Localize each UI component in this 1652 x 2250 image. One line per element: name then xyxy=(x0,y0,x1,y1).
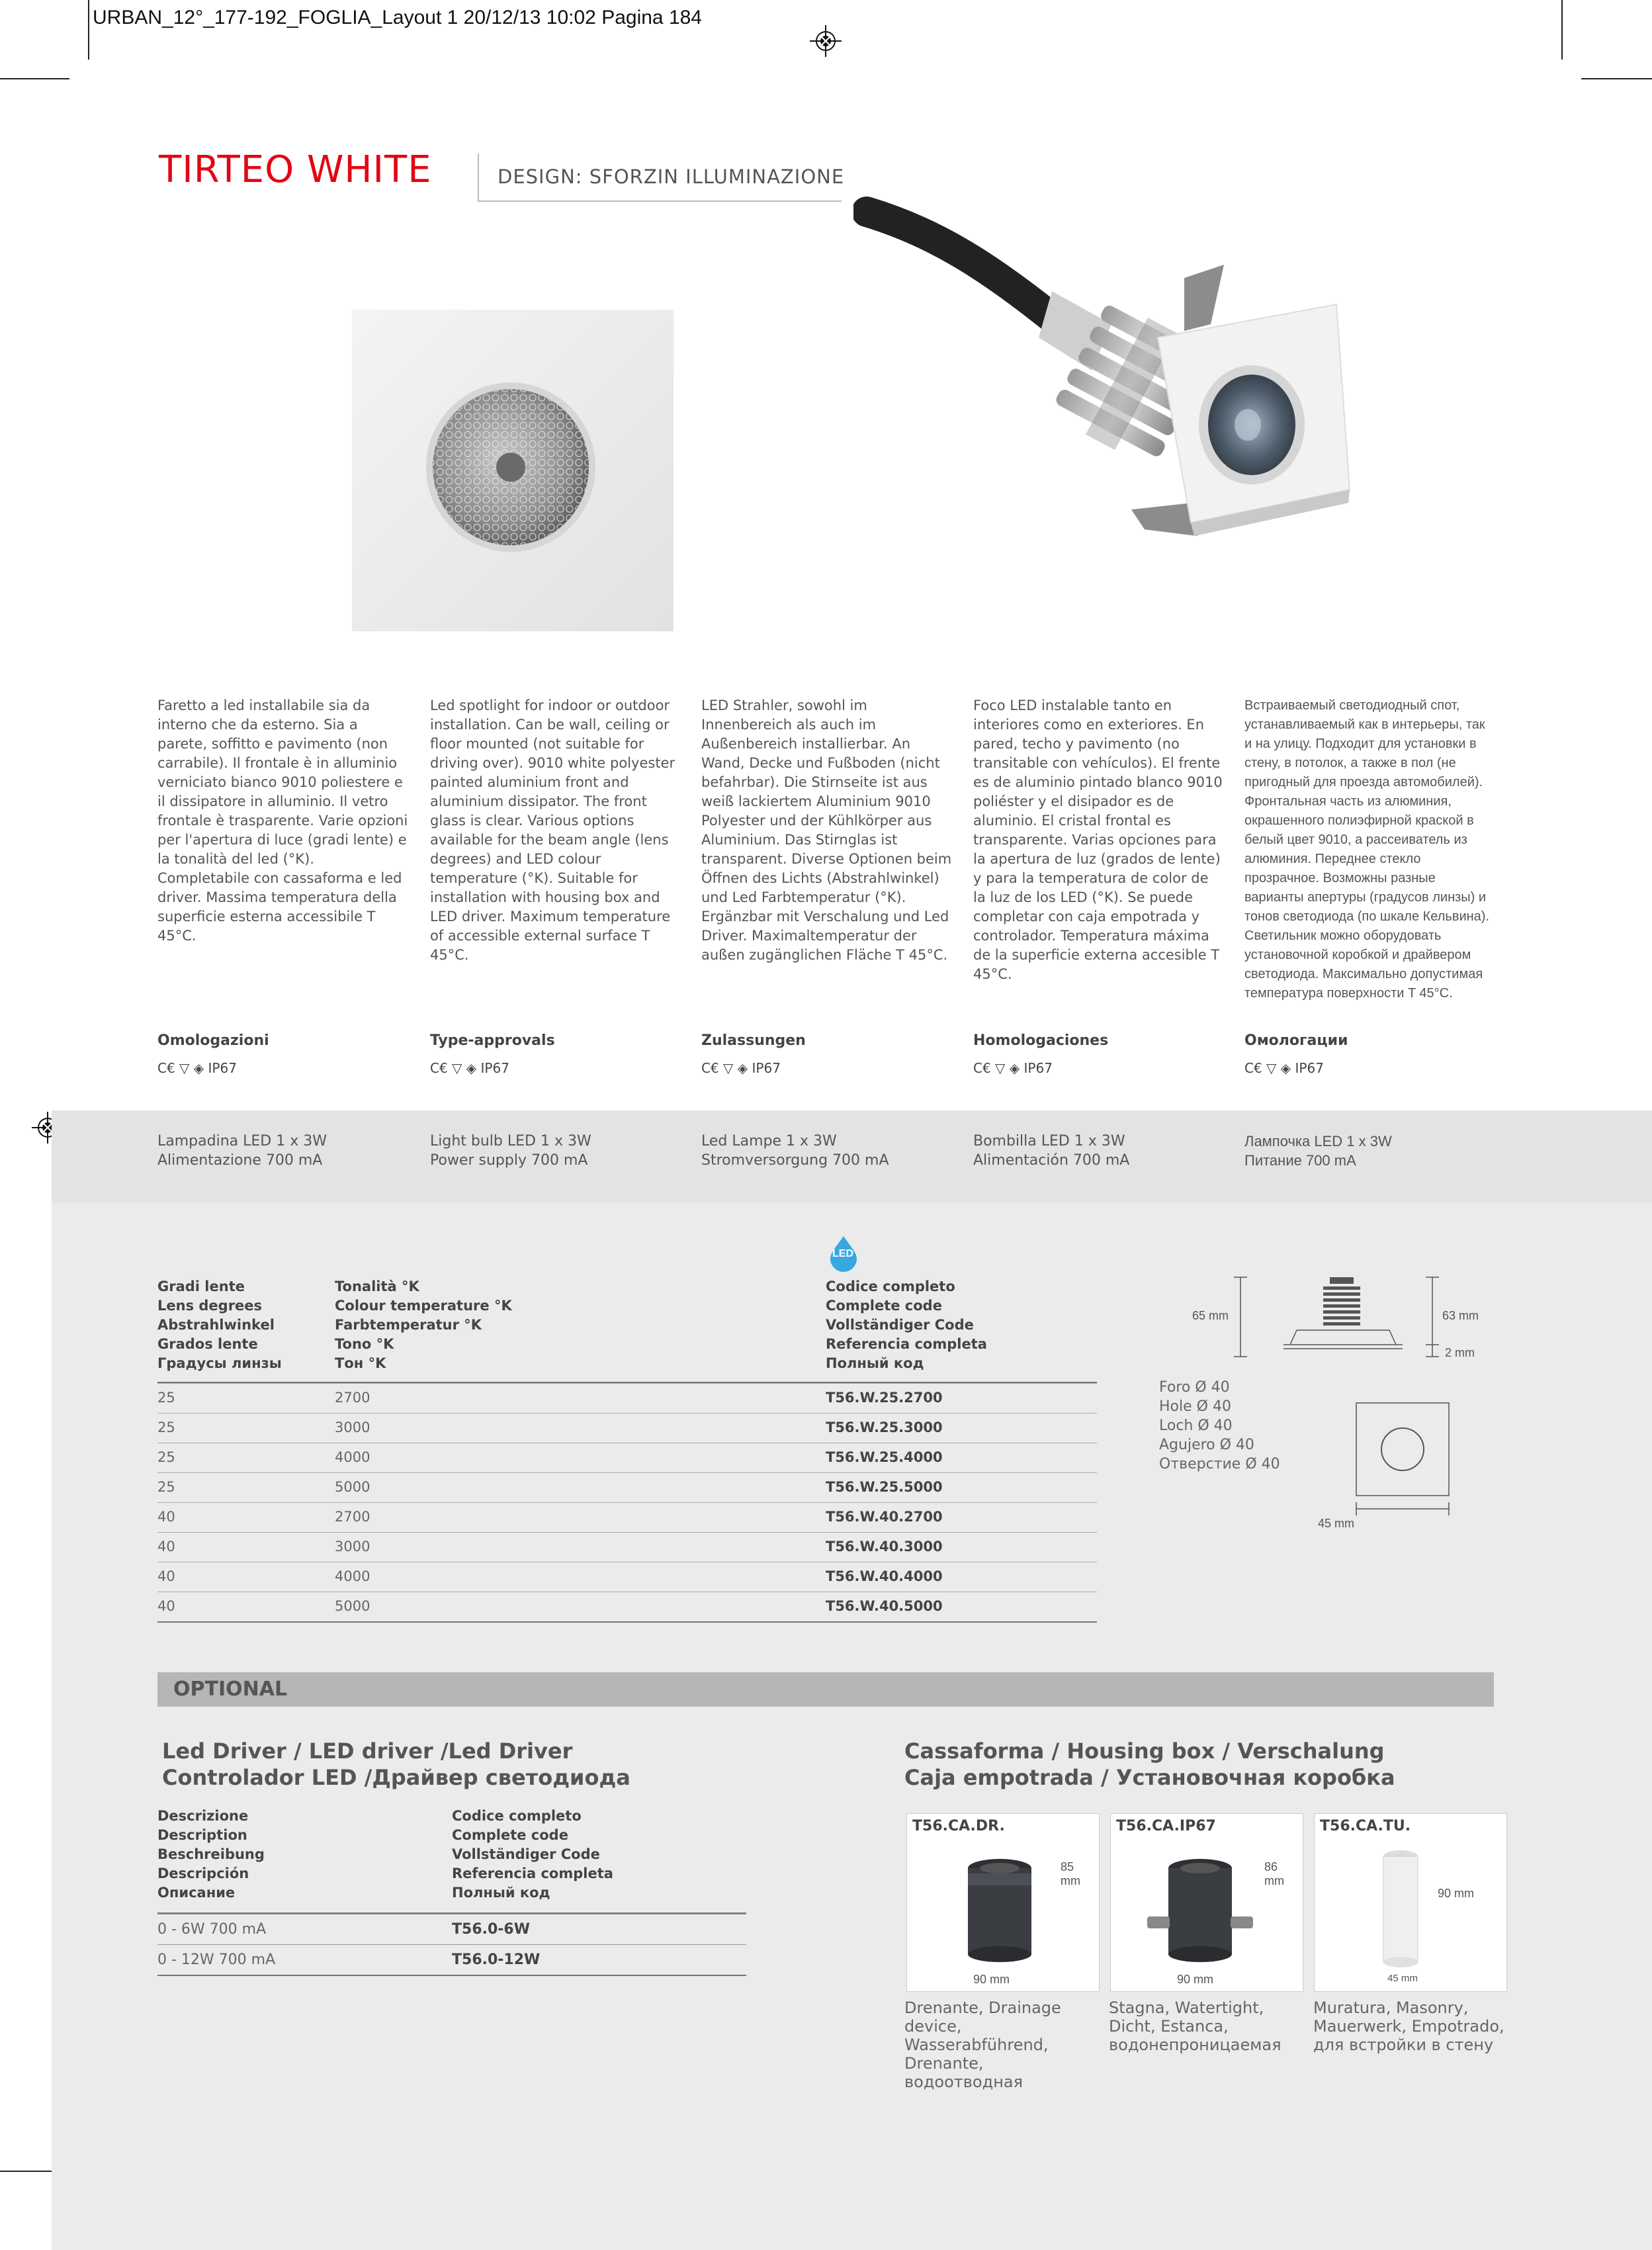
title-divider xyxy=(478,154,479,201)
ce-mark-icon: C€ ▽ ◈ xyxy=(701,1060,748,1076)
approvals-title-it: Omologazioni xyxy=(157,1032,269,1049)
ip-rating: IP67 xyxy=(208,1060,237,1076)
driver-row: 0 - 12W 700 mA T56.0-12W xyxy=(157,1944,746,1975)
housing-caption-ip67: Stagna, Watertight, Dicht, Estanca, водонепроницаемая xyxy=(1109,1999,1282,2054)
crop-mark xyxy=(0,78,69,79)
design-credit: DESIGN: SFORZIN ILLUMINAZIONE xyxy=(498,165,845,188)
registration-mark-icon xyxy=(810,25,842,57)
description-ru: Встраиваемый светодиодный спот, устанавливаемый как в интерьеры, так и на улицу. Подходит для установки в стену, в потолок, а также в пол (не пригодный для проезда автомобилей). Фронтальная часть из алюминия, окрашенного полиэфирной краской в белый цвет 9010, а рассеиватель из алюминия. Переднее стекло прозрачное. Возможны разные варианты апертуры (градусов линзы) и тонов светодиода (по шкале Кельвина). Светильник можно оборудовать установочной коробкой и драйвером светодиода. Максимально допустимая температура поверхности T 45°C. xyxy=(1244,698,1490,1001)
ce-mark-icon: C€ ▽ ◈ xyxy=(430,1060,477,1076)
approvals-title-ru: Омологации xyxy=(1244,1032,1348,1049)
title-rule xyxy=(478,201,842,202)
approvals-title-en: Type-approvals xyxy=(430,1032,555,1049)
ip-rating: IP67 xyxy=(752,1060,781,1076)
table-row: 25 5000 T56.W.25.5000 xyxy=(157,1472,1097,1502)
ip-rating: IP67 xyxy=(480,1060,509,1076)
housing-box-card-ip67 xyxy=(1110,1813,1303,1992)
spec-es: Bombilla LED 1 x 3W Alimentación 700 mA xyxy=(973,1133,1130,1169)
driver-head-code: Codice completo Complete code Vollständiger Code Referencia completa Полный код xyxy=(452,1808,613,1901)
housing-drainage-image xyxy=(953,1854,1046,1966)
product-title: TIRTEO WHITE xyxy=(159,148,432,191)
dimension-height: 65 mm xyxy=(1192,1309,1229,1322)
ce-mark-icon: C€ ▽ ◈ xyxy=(973,1060,1020,1076)
spec-ru: Лампочка LED 1 x 3W Питание 700 mA xyxy=(1244,1133,1392,1169)
housing-box-card-tu xyxy=(1314,1813,1507,1992)
ce-mark-icon: C€ ▽ ◈ xyxy=(157,1060,204,1076)
table-row: 25 4000 T56.W.25.4000 xyxy=(157,1443,1097,1472)
optional-label: OPTIONAL xyxy=(173,1678,288,1701)
crop-mark xyxy=(1581,78,1652,79)
housing-height: 90 mm xyxy=(1438,1887,1475,1900)
certification-marks xyxy=(973,1060,1053,1076)
driver-table-rule xyxy=(157,1975,746,1976)
housing-caption-dr: Drenante, Drainage device, Wasserabführend, Drenante, водоотводная xyxy=(904,1999,1061,2091)
housing-code: T56.CA.TU. xyxy=(1320,1818,1411,1834)
certification-marks xyxy=(430,1060,509,1076)
description-es: Foco LED instalable tanto en interiores como en exteriores. En pared, techo y pavimento (no transitable con vehículos). El frente es de aluminio pintado blanco 9010 poliéster y el disipador es de aluminio. El cristal frontal es transparente. Varias opciones para la apertura de luz (grados de lente) y para la temperatura de color de la luz de los LED (°K). Se puede completar con caja empotrada y controlador. Temperatura máxima de la superficie externa accesible T 45°C. xyxy=(973,698,1223,982)
housing-code: T56.CA.DR. xyxy=(912,1818,1005,1834)
table-row: 25 3000 T56.W.25.3000 xyxy=(157,1413,1097,1442)
crop-mark xyxy=(88,0,89,60)
approvals-title-es: Homologaciones xyxy=(973,1032,1109,1049)
table-rule xyxy=(157,1621,1097,1623)
led-badge-label: LED xyxy=(832,1248,853,1259)
housing-box-card-dr xyxy=(906,1813,1100,1992)
housing-width: 90 mm xyxy=(1177,1973,1214,1986)
description-de: LED Strahler, sowohl im Innenbereich als auch im Außenbereich installierbar. An Wand, Decke und Fußboden (nicht befahrbar). Die Stirnseite ist aus weiß lackiertem Aluminium 9010 Polyester und der Kühlkörper aus Aluminium. Das Stirnglas ist transparent. Diverse Optionen beim Öffnen des Lichts (Abstrahlwinkel) und Led Farbtemperatur (°K). Ergänzbar mit Verschalung und Led Driver. Maximaltemperatur der außen zugänglichen Fläche T 45°C. xyxy=(701,698,952,963)
spec-en: Light bulb LED 1 x 3W Power supply 700 mA xyxy=(430,1133,591,1169)
table-row: 40 3000 T56.W.40.3000 xyxy=(157,1532,1097,1561)
ip-rating: IP67 xyxy=(1295,1060,1324,1076)
ce-mark-icon: C€ ▽ ◈ xyxy=(1244,1060,1291,1076)
housing-height: 85 mm xyxy=(1061,1860,1080,1887)
housing-width: 45 mm xyxy=(1387,1973,1418,1984)
table-row: 40 2700 T56.W.40.2700 xyxy=(157,1502,1097,1531)
housing-code: T56.CA.IP67 xyxy=(1116,1818,1216,1834)
housing-caption-tu: Muratura, Masonry, Mauerwerk, Empotrado, для встройки в стену xyxy=(1313,1999,1504,2054)
driver-head-description: Descrizione Description Beschreibung Descripción Описание xyxy=(157,1808,265,1901)
dimension-width: 45 mm xyxy=(1318,1517,1355,1530)
hole-size: Foro Ø 40 Hole Ø 40 Loch Ø 40 Agujero Ø 40 Отверстие Ø 40 xyxy=(1159,1379,1280,1472)
crop-mark xyxy=(1561,0,1563,60)
spec-it: Lampadina LED 1 x 3W Alimentazione 700 mA xyxy=(157,1133,327,1169)
product-front-photo xyxy=(352,310,674,631)
certification-marks xyxy=(157,1060,237,1076)
table-row: 40 4000 T56.W.40.4000 xyxy=(157,1562,1097,1591)
led-driver-title: Led Driver / LED driver /Led Driver Controlador LED /Драйвер светодиода xyxy=(162,1738,630,1790)
certification-marks xyxy=(701,1060,781,1076)
printer-slug: URBAN_12°_177-192_FOGLIA_Layout 1 20/12/13 10:02 Pagina 184 xyxy=(93,7,702,28)
approvals-title-de: Zulassungen xyxy=(701,1032,806,1049)
ip-rating: IP67 xyxy=(1023,1060,1053,1076)
housing-box-title: Cassaforma / Housing box / Verschalung Caja empotrada / Установочная коробка xyxy=(904,1738,1395,1790)
description-it: Faretto a led installabile sia da interno che da esterno. Sia a parete, soffitto e pavimento (non carrabile). Il frontale è in alluminio verniciato bianco 9010 poliestere e il dissipatore in alluminio. Il vetro frontale è trasparente. Varie opzioni per l'apertura di luce (gradi lente) e la tonalità del led (°K). Completabile con cassaforma e led driver. Massima temperatura della superficie esterna accessibile T 45°C. xyxy=(157,698,408,944)
spec-de: Led Lampe 1 x 3W Stromversorgung 700 mA xyxy=(701,1133,889,1169)
table-head-code: Codice completo Complete code Vollständiger Code Referencia completa Полный код xyxy=(826,1279,987,1371)
table-head-lens: Gradi lente Lens degrees Abstrahlwinkel Grados lente Градусы линзы xyxy=(157,1279,282,1371)
housing-masonry-image xyxy=(1374,1847,1427,1973)
table-head-temperature: Tonalità °K Colour temperature °K Farbtemperatur °K Tono °K Тон °K xyxy=(335,1279,512,1371)
optional-header-bar xyxy=(157,1672,1494,1707)
table-row: 25 2700 T56.W.25.2700 xyxy=(157,1383,1097,1412)
table-row: 40 5000 T56.W.40.5000 xyxy=(157,1592,1097,1621)
product-perspective-photo xyxy=(853,192,1356,668)
driver-row: 0 - 6W 700 mA T56.0-6W xyxy=(157,1914,746,1944)
description-en: Led spotlight for indoor or outdoor installation. Can be wall, ceiling or floor mounted (not suitable for driving over). 9010 white polyester painted aluminium front and aluminium dissipator. The front glass is clear. Various options available for the beam angle (lens degrees) and LED colour temperature (°K). Suitable for installation with housing box and LED driver. Maximum temperature of accessible external surface T 45°C. xyxy=(430,698,675,963)
dimension-depth: 63 mm xyxy=(1442,1309,1479,1322)
housing-height: 86 mm xyxy=(1264,1860,1284,1887)
housing-width: 90 mm xyxy=(973,1973,1010,1986)
housing-watertight-image xyxy=(1144,1854,1256,1966)
dimension-flange: 2 mm xyxy=(1445,1346,1475,1359)
certification-marks xyxy=(1244,1060,1324,1076)
